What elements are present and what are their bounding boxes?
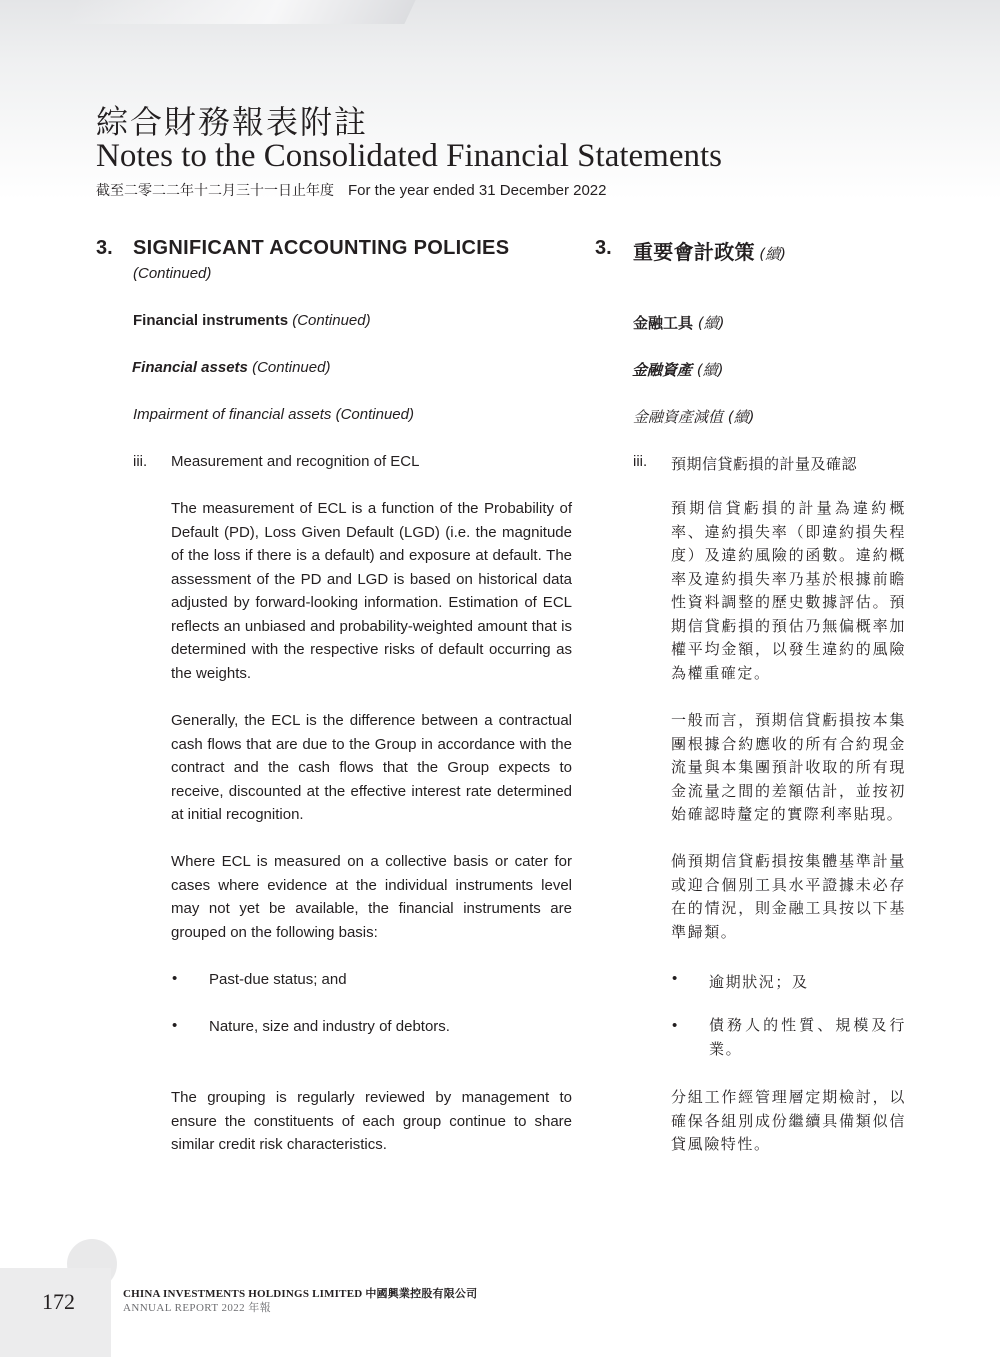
paragraph-ecl-difference-zh: 一般而言，預期信貸虧損按本集團根據合約應收的所有合約現金流量與本集團預計收取的所有現金流量之間的差額估計，並按初始確認時釐定的實際利率貼現。: [671, 711, 906, 823]
bullet-past-due-zh: 逾期狀況；及: [709, 973, 809, 991]
paragraph-ecl-measurement: The measurement of ECL is a function of the Probability of Default (PD), Loss Given Default (LGD) (i.e. the magnitude of the loss if there is a default) and exposure at default. The assessment of the PD and LGD is based on historical data adjusted by forward-looking information. Estimation of ECL reflects an unbiased and probability-weighted amount that is determined with the respective risks of default occurring as the weights.: [171, 500, 572, 682]
item-title-zh: 預期信貸虧損的計量及確認: [671, 455, 858, 473]
paragraph-grouping-review: The grouping is regularly reviewed by management to ensure the constituents of each group continue to share similar credit risk characteristics.: [171, 1089, 572, 1153]
paragraph-grouping-review-zh: 分組工作經管理層定期檢討，以確保各組別成份繼續具備類似信貸風險特性。: [671, 1088, 906, 1153]
section-title-zh-group: [633, 236, 786, 265]
subheading-financial-instruments-zh: [633, 312, 725, 333]
section-continued: (Continued): [133, 265, 212, 282]
header-decoration: [64, 0, 415, 24]
paragraph-ecl-difference: Generally, the ECL is the difference between a contractual cash flows that are due to the Group in accordance with the contract and the cash flows that the Group expects to receive, discounted at the effective interest rate determined at initial recognition.: [171, 712, 572, 823]
bullet-marker-zh: •: [672, 1017, 678, 1034]
financial-assets-label-zh: 金融資產: [632, 361, 693, 379]
bullet-nature-size-zh: 債務人的性質、規模及行業。: [709, 1016, 906, 1058]
financial-assets-continued-zh: (續): [696, 361, 724, 379]
financial-assets-label: Financial assets: [132, 359, 248, 376]
financial-assets-continued: (Continued): [252, 359, 331, 376]
page-title-english: Notes to the Consolidated Financial Statements: [96, 138, 722, 174]
bullet-past-due: Past-due status; and: [209, 971, 347, 988]
footer-annual-report: ANNUAL REPORT 2022 年報: [123, 1302, 271, 1314]
paragraph-collective-basis: Where ECL is measured on a collective basis or cater for cases where evidence at the individual instruments level may not yet be available, the financial instruments are grouped on the following basis:: [171, 853, 572, 941]
subheading-impairment-zh: 金融資產減值 (續): [633, 408, 755, 426]
financial-instruments-continued: (Continued): [292, 312, 371, 329]
bullet-nature-size: Nature, size and industry of debtors.: [209, 1018, 450, 1035]
period-chinese: 截至二零二二年十二月三十一日止年度: [96, 183, 334, 199]
paragraph-ecl-measurement-zh: 預期信貸虧損的計量為違約概率、違約損失率（即違約損失程度）及違約風險的函數。違約概率及違約損失率乃基於根據前瞻性資料調整的歷史數據評估。預期信貸虧損的預估乃無偏概率加權平均金額，以發生違約的風險為權重確定。: [671, 499, 906, 682]
item-number: iii.: [133, 453, 148, 470]
period-english: For the year ended 31 December 2022: [348, 182, 607, 199]
footer-company-name: CHINA INVESTMENTS HOLDINGS LIMITED 中國興業控股有限公司: [123, 1288, 478, 1300]
page-title-chinese: 綜合財務報表附註: [96, 103, 369, 141]
financial-instruments-label: Financial instruments: [133, 312, 289, 329]
item-number-zh: iii.: [633, 453, 648, 470]
subheading-impairment: Impairment of financial assets (Continued): [133, 406, 414, 423]
bullet-marker-zh: •: [672, 970, 678, 987]
page-subtitle: [96, 180, 607, 200]
subheading-financial-instruments: [133, 312, 371, 329]
subheading-financial-assets-zh: [632, 359, 724, 380]
financial-instruments-continued-zh: (續): [697, 314, 725, 332]
section-number: 3.: [96, 237, 113, 259]
section-continued-zh: (續): [759, 245, 786, 263]
bullet-marker: •: [172, 1017, 178, 1034]
paragraph-collective-basis-zh: 倘預期信貸虧損按集體基準計量或迎合個別工具水平證據未必存在的情況，則金融工具按以下基準歸類。: [671, 852, 906, 941]
financial-instruments-label-zh: 金融工具: [633, 314, 694, 332]
section-number-zh: 3.: [595, 237, 612, 259]
bullet-marker: •: [172, 970, 178, 987]
section-title: SIGNIFICANT ACCOUNTING POLICIES: [133, 237, 510, 259]
subheading-financial-assets: [132, 359, 330, 376]
page-number: 172: [42, 1289, 75, 1314]
section-title-zh: 重要會計政策: [633, 240, 755, 264]
item-title: Measurement and recognition of ECL: [171, 453, 420, 470]
